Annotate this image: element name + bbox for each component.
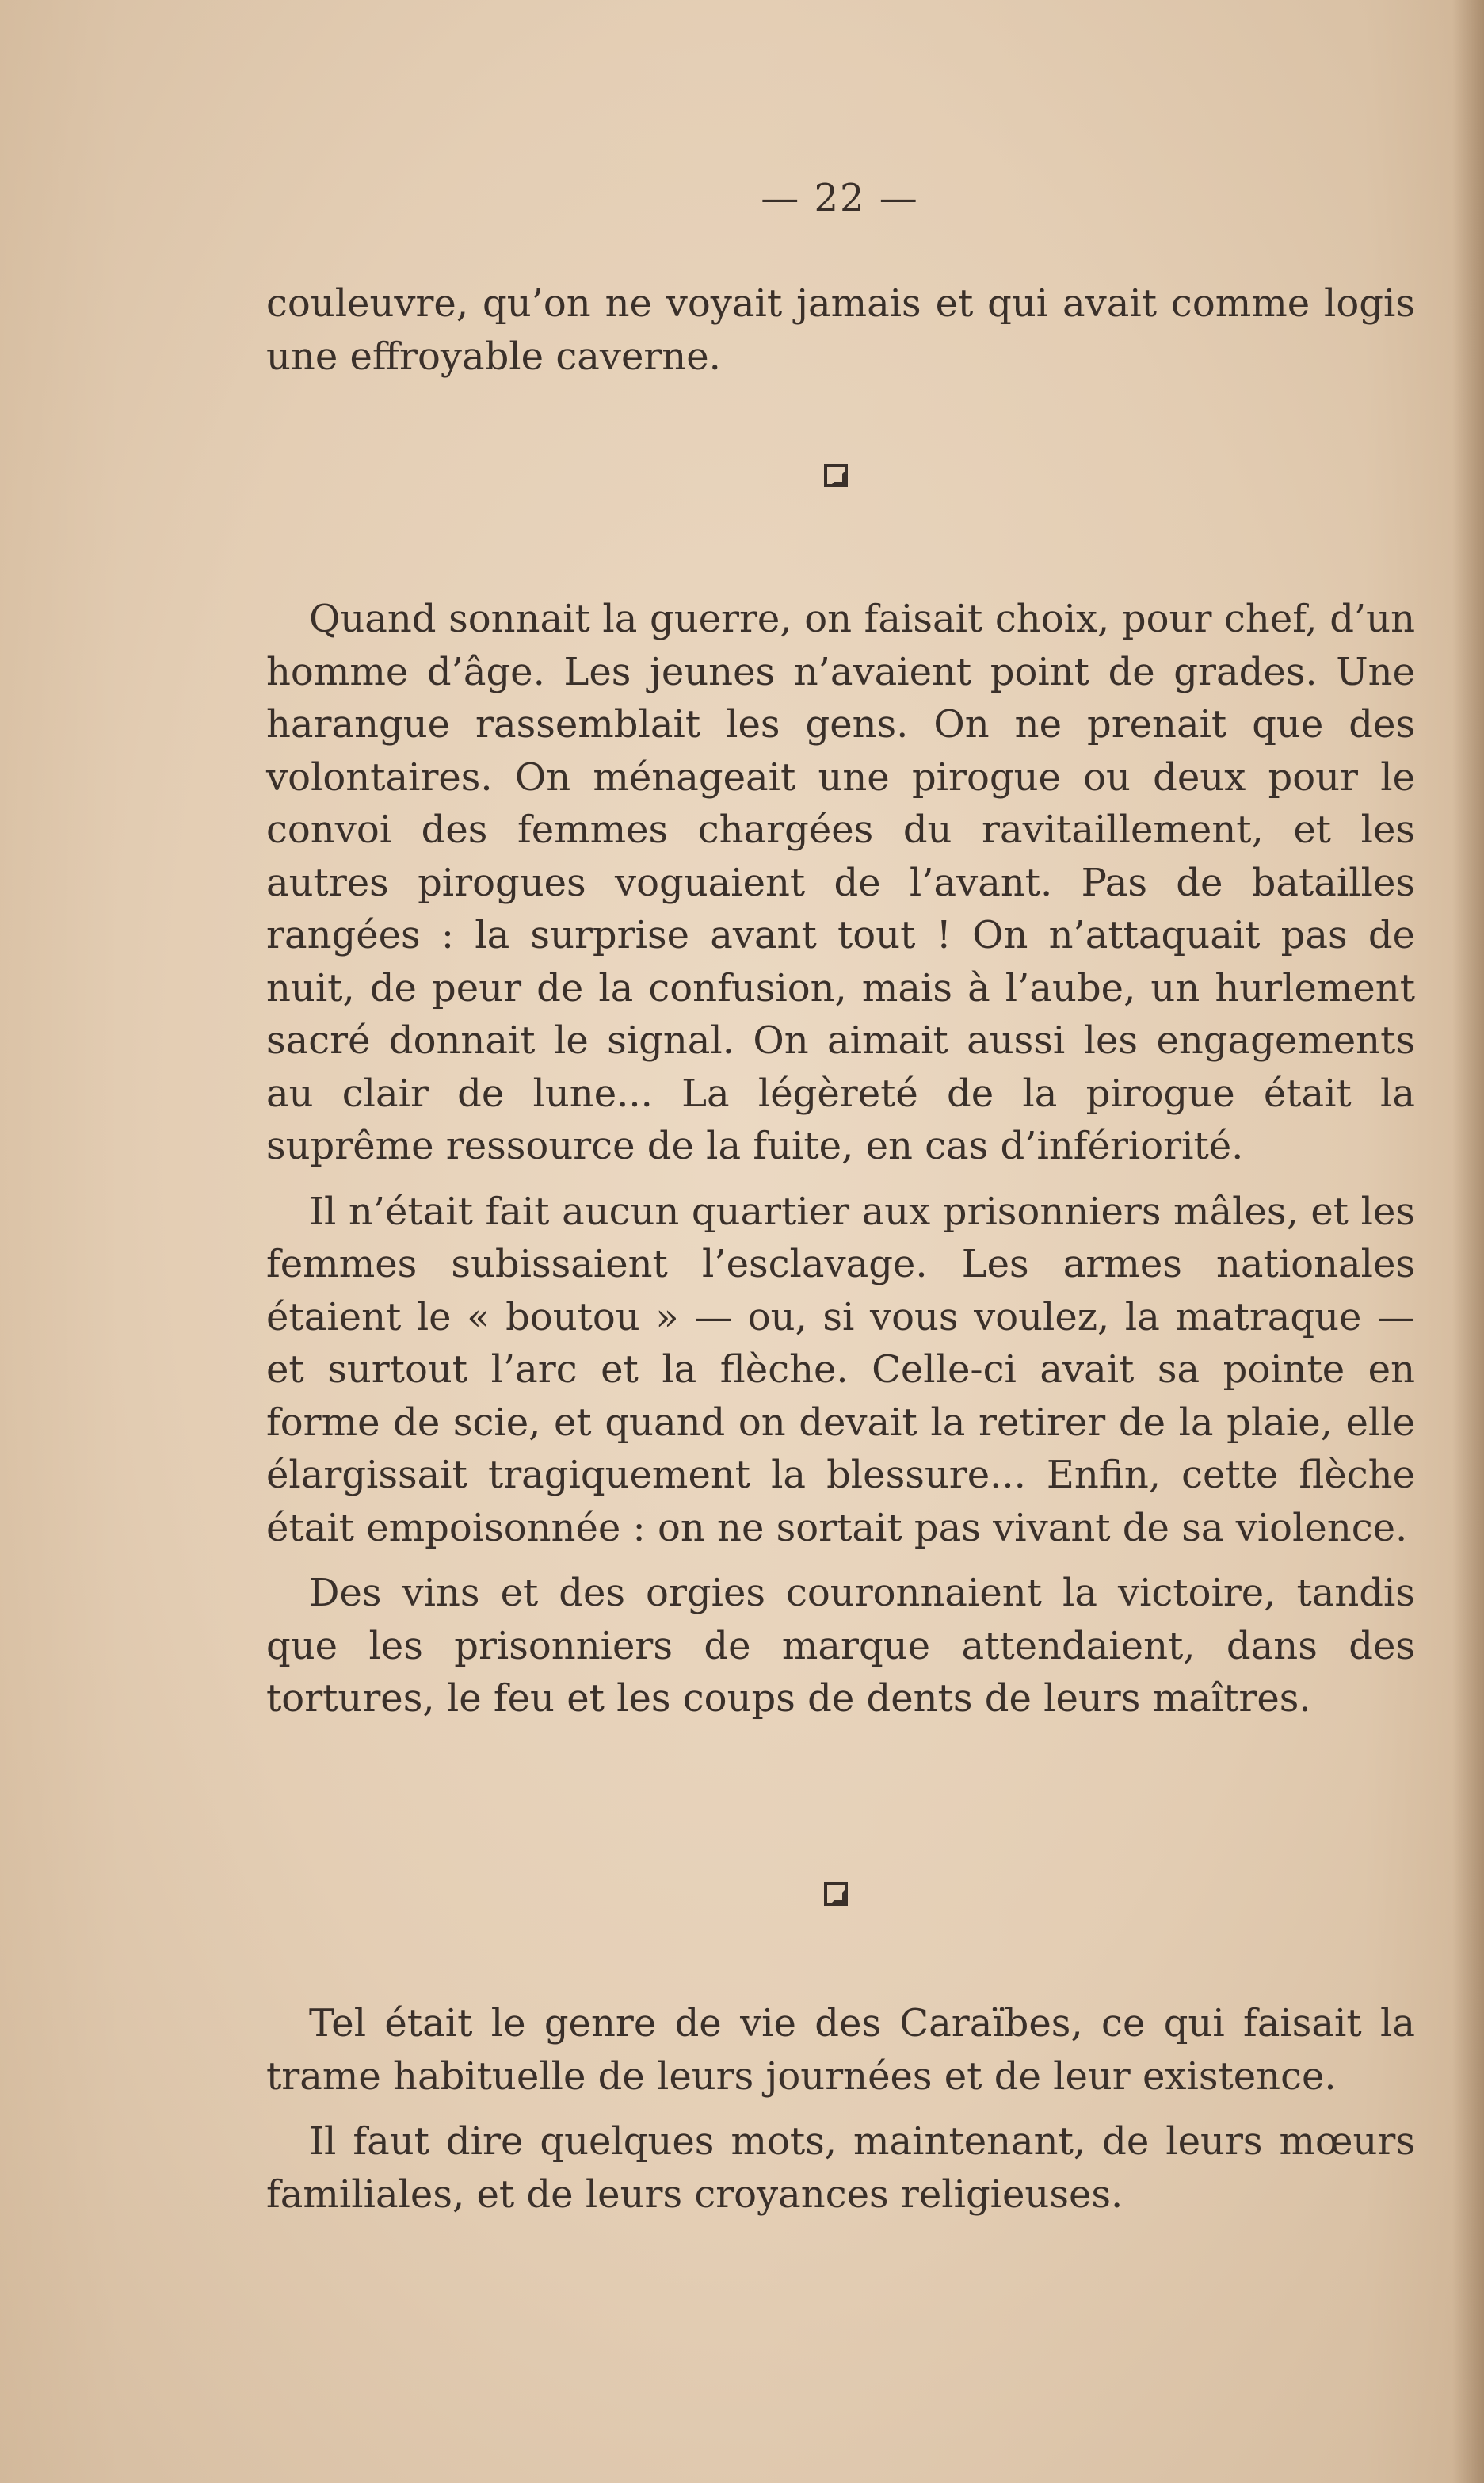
paragraph: Des vins et des orgies couronnaient la victoire, tandis que les prisonniers de marque attendaient, dans des tortures, le feu et les coups de dents de leurs maîtres.: [266, 1571, 1415, 1721]
page-edge-shadow: [1452, 0, 1484, 2483]
text-block-3: [266, 1997, 1415, 2233]
paragraph: Quand sonnait la guerre, on faisait choix, pour chef, d’un homme d’âge. Les jeunes n’avaient point de grades. Une harangue rassemblait les gens. On ne prenait que des volontaires. On ménageait une pirogue ou deux pour le convoi des femmes chargées du ravitaillement, et les autres pirogues voguaient de l’avant. Pas de batailles rangées : la surprise avant tout ! On n’attaquait pas de nuit, de peur de la confusion, mais à l’aube, un hurlement sacré donnait le signal. On aimait aussi les engagements au clair de lune... La légèreté de la pirogue était la suprême ressource de la fuite, en cas d’infériorité.: [266, 597, 1415, 1168]
paragraph: couleuvre, qu’on ne voyait jamais et qui avait comme logis une effroyable caverne.: [266, 281, 1415, 379]
page-number: — 22 —: [761, 176, 919, 220]
paragraph: Il n’était fait aucun quartier aux prisonniers mâles, et les femmes subissaient l’esclavage. Les armes nationales étaient le « boutou » — ou, si vous voulez, la matraque — et surtout l’arc et la flèche. Celle-ci avait sa pointe en forme de scie, et quand on devait la retirer de la plaie, elle élargissait tragiquement la blessure... Enfin, cette flèche était empoisonnée : on ne sortait pas vivant de sa violence.: [266, 1189, 1415, 1550]
text-block-1: [266, 277, 1415, 395]
paragraph: Il faut dire quelques mots, maintenant, de leurs mœurs familiales, et de leurs croyances religieuses.: [266, 2119, 1415, 2217]
section-ornament-icon: [824, 1882, 848, 1906]
text-block-2: [266, 593, 1415, 1738]
section-ornament-icon: [824, 464, 848, 487]
paragraph: Tel était le genre de vie des Caraïbes, ce qui faisait la trame habituelle de leurs journées et de leur existence.: [266, 2001, 1415, 2099]
